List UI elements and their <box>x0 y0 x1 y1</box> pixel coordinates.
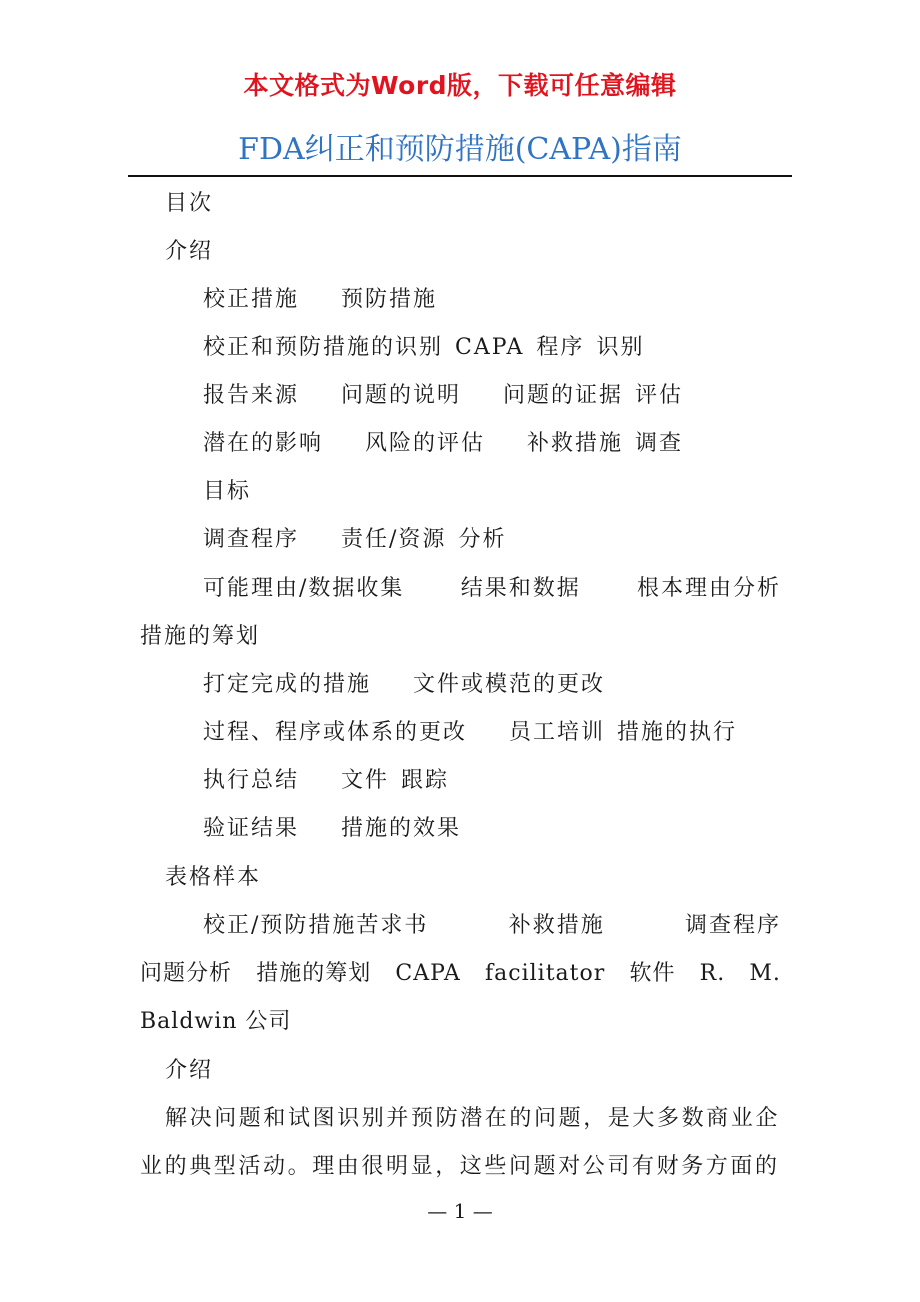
toc-line <box>203 766 449 796</box>
toc-line <box>203 814 461 844</box>
toc-entry: 文件 <box>341 768 390 793</box>
toc-line <box>203 381 683 411</box>
document-title: FDA纠正和预防措施(CAPA)指南 <box>238 132 682 167</box>
form-entry: facilitator <box>485 961 606 986</box>
toc-line <box>203 429 683 459</box>
toc-intro-heading: 介绍 <box>165 239 214 264</box>
toc-entry: 问题的证据 <box>503 383 624 408</box>
form-entry: M. <box>749 961 781 986</box>
toc-line <box>203 525 506 555</box>
toc-entry: 分析 <box>458 527 507 552</box>
body-paragraph-line: 解决问题和试图识别并预防潜在的问题，是大多数商业企 <box>165 1106 781 1131</box>
form-entry: R. <box>699 961 726 986</box>
toc-entry: 潜在的影响 <box>203 431 324 456</box>
toc-line <box>203 574 781 604</box>
toc-line <box>203 285 437 315</box>
toc-line <box>203 477 251 507</box>
toc-entry: 措施的筹划 <box>140 624 261 649</box>
toc-entry: 措施的执行 <box>617 720 738 745</box>
toc-line <box>203 718 737 748</box>
page-number: — 1 — <box>427 1199 493 1223</box>
toc-entry: 风险的评估 <box>365 431 486 456</box>
toc-entry: 跟踪 <box>401 768 450 793</box>
toc-entry: 识别 <box>596 335 645 360</box>
toc-entry: 校正措施 <box>203 287 300 312</box>
toc-entry: 可能理由/数据收集 <box>203 576 405 601</box>
toc-entry: 评估 <box>635 383 684 408</box>
form-entry: 补救措施 <box>508 913 605 938</box>
form-entry: 校正/预防措施苦求书 <box>203 913 429 938</box>
toc-entry: CAPA <box>455 335 525 360</box>
toc-entry: 调查程序 <box>203 527 300 552</box>
body-paragraph-line: 业的典型活动。理由很明显，这些问题对公司有财务方面的 <box>140 1154 780 1179</box>
toc-line <box>203 670 605 700</box>
form-entry: 措施的筹划 <box>256 961 372 986</box>
toc-entry: 责任/资源 <box>341 527 447 552</box>
form-entry: CAPA <box>395 961 461 986</box>
toc-entry: 措施的效果 <box>341 816 462 841</box>
toc-entry: 文件或模范的更改 <box>413 672 606 697</box>
toc-entry: 程序 <box>536 335 585 360</box>
toc-entry: 打定完成的措施 <box>203 672 372 697</box>
toc-entry: 目标 <box>203 479 252 504</box>
word-format-banner: 本文格式为Word版，下载可任意编辑 <box>243 71 677 100</box>
toc-entry: 员工培训 <box>509 720 606 745</box>
form-entry: 问题分析 <box>140 961 233 986</box>
toc-entry: 验证结果 <box>203 816 300 841</box>
toc-entry: 调查 <box>635 431 684 456</box>
forms-line: Baldwin 公司 <box>140 1009 292 1034</box>
forms-line <box>203 911 781 941</box>
toc-entry: 预防措施 <box>341 287 438 312</box>
toc-line <box>140 622 260 652</box>
forms-line <box>140 959 781 989</box>
form-entry: 调查程序 <box>684 913 781 938</box>
toc-entry: 补救措施 <box>527 431 624 456</box>
form-entry: 软件 <box>629 961 676 986</box>
intro-heading: 介绍 <box>165 1058 214 1083</box>
title-divider <box>128 175 792 177</box>
forms-heading: 表格样本 <box>165 865 262 890</box>
toc-entry: 结果和数据 <box>460 576 581 601</box>
toc-entry: 过程、程序或体系的更改 <box>203 720 468 745</box>
toc-entry: 问题的说明 <box>341 383 462 408</box>
toc-entry: 校正和预防措施的识别 <box>203 335 444 360</box>
toc-line <box>203 333 644 363</box>
toc-entry: 报告来源 <box>203 383 300 408</box>
toc-entry: 根本理由分析 <box>636 576 781 601</box>
toc-heading: 目次 <box>165 191 214 216</box>
toc-entry: 执行总结 <box>203 768 300 793</box>
